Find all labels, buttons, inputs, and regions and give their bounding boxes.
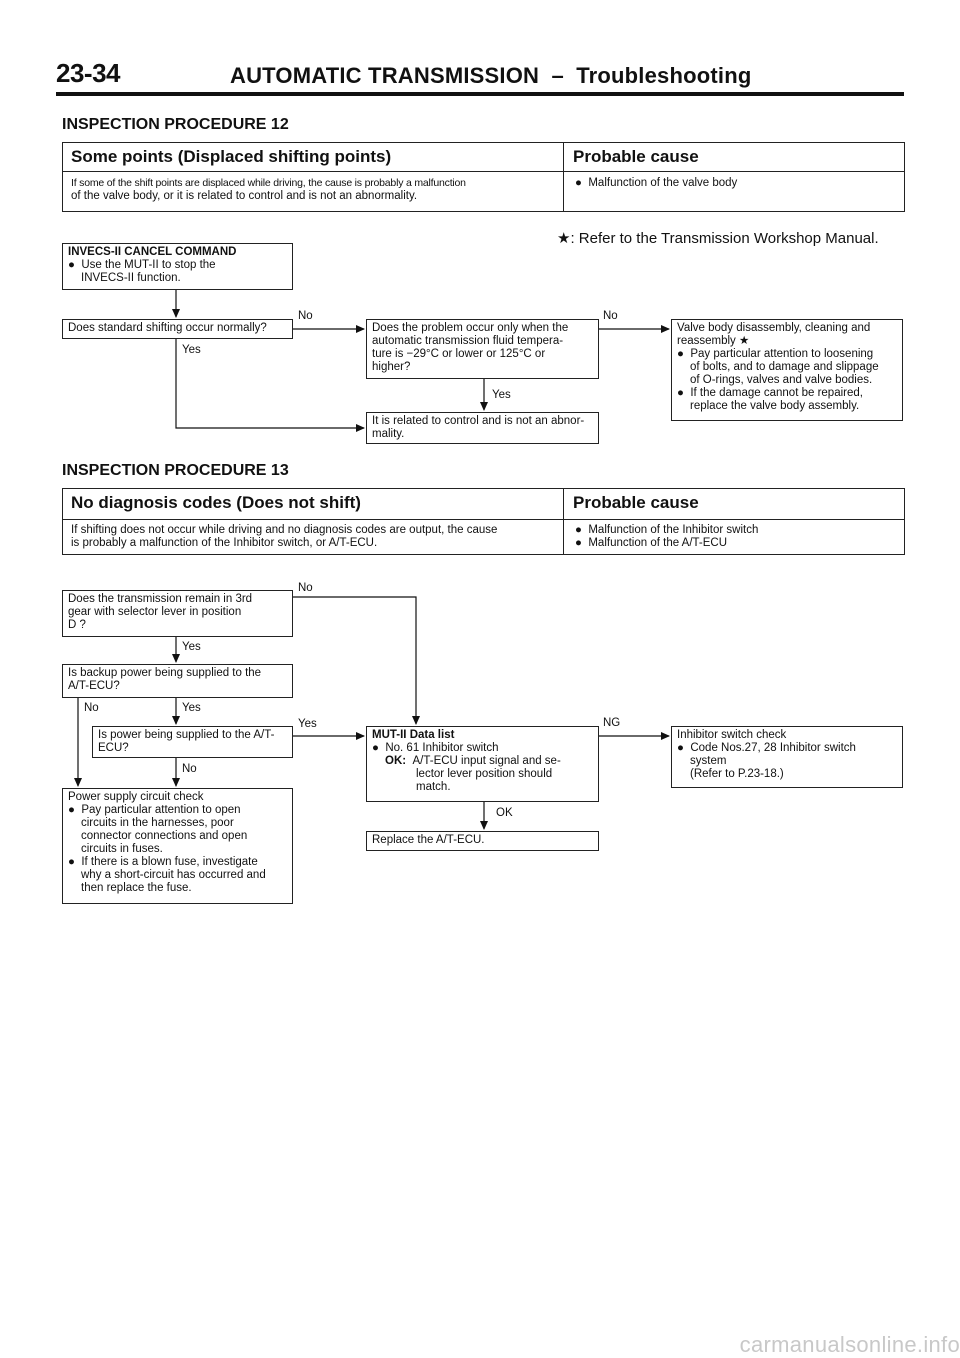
symptom-description: If some of the shift points are displaced while driving, the cause is probably a malfunction of the valve body, or it is related to control and is not an abnormality. xyxy=(71,177,466,202)
label-yes: Yes xyxy=(182,702,201,714)
question-standard-shifting: Does standard shifting occur normally? xyxy=(62,319,293,339)
result-control-related: It is related to control and is not an abnor- mality. xyxy=(366,412,599,444)
label-no: No xyxy=(603,310,618,322)
mut-ii-data-list: MUT-II Data list ● No. 61 Inhibitor switch OK: A/T-ECU input signal and se- lector lever position should match. xyxy=(366,726,599,802)
cause-header: Probable cause xyxy=(573,493,699,512)
result-replace-ecu: Replace the A/T-ECU. xyxy=(366,831,599,851)
workshop-note: ★: Refer to the Transmission Workshop Manual. xyxy=(557,230,879,247)
label-no: No xyxy=(298,310,313,322)
connector-arrow xyxy=(176,339,364,428)
title-dash: – xyxy=(551,63,564,88)
symptom-header: No diagnosis codes (Does not shift) xyxy=(71,493,361,512)
question-fluid-temperature: Does the problem occur only when the automatic transmission fluid tempera- ture is −29°C or lower or 125°C or higher? xyxy=(366,319,599,379)
symptom-header: Some points (Displaced shifting points) xyxy=(71,147,392,166)
cancel-command-box: INVECS-II CANCEL COMMAND ● Use the MUT-II to stop the INVECS-II function. xyxy=(62,243,293,290)
question-backup-power: Is backup power being supplied to the A/T-ECU? xyxy=(62,664,293,698)
label-yes: Yes xyxy=(182,344,201,356)
label-yes: Yes xyxy=(492,389,511,401)
result-power-supply-check: Power supply circuit check ● Pay particular attention to open circuits in the harnesses, poor connector connections and open circuits in fuses. ● If there is a blown fuse, investigate why a short-circuit has occurred and then replace the fuse. xyxy=(62,788,293,904)
section-title: AUTOMATIC TRANSMISSION xyxy=(230,63,540,88)
page-number: 23-34 xyxy=(56,58,120,88)
result-valve-body: Valve body disassembly, cleaning and reassembly ★ ● Pay particular attention to loosening of bolts, and to damage and slippage of O-rings, valves and valve bodies. ● If the damage cannot be repaired, replace the valve body assembly. xyxy=(671,319,903,421)
label-ng: NG xyxy=(603,717,621,729)
cause-header: Probable cause xyxy=(573,147,699,166)
section-subtitle: Troubleshooting xyxy=(576,63,752,88)
procedure-13-title: INSPECTION PROCEDURE 13 xyxy=(62,462,289,479)
watermark-text: carmanualsonline.info xyxy=(739,1332,960,1357)
question-power-supplied: Is power being supplied to the A/T- ECU? xyxy=(92,726,293,758)
label-yes: Yes xyxy=(182,641,201,653)
connector-arrow xyxy=(293,597,416,724)
label-no: No xyxy=(84,702,99,714)
cause-item: ● Malfunction of the valve body xyxy=(575,177,738,189)
cause-item: ● Malfunction of the Inhibitor switch xyxy=(575,524,759,536)
symptom-description: If shifting does not occur while driving and no diagnosis codes are output, the cause is probably a malfunction of the Inhibitor switch, or A/T-ECU. xyxy=(71,524,498,549)
label-ok: OK xyxy=(496,807,513,819)
procedure-12-title: INSPECTION PROCEDURE 12 xyxy=(62,116,289,133)
label-yes: Yes xyxy=(298,718,317,730)
result-inhibitor-switch-check: Inhibitor switch check ● Code Nos.27, 28 Inhibitor switch system (Refer to P.23-18.) xyxy=(671,726,903,788)
label-no: No xyxy=(298,582,313,594)
cause-item: ● Malfunction of the A/T-ECU xyxy=(575,537,728,549)
question-remain-3rd-gear: Does the transmission remain in 3rd gear with selector lever in position D ? xyxy=(62,590,293,637)
label-no: No xyxy=(182,763,197,775)
